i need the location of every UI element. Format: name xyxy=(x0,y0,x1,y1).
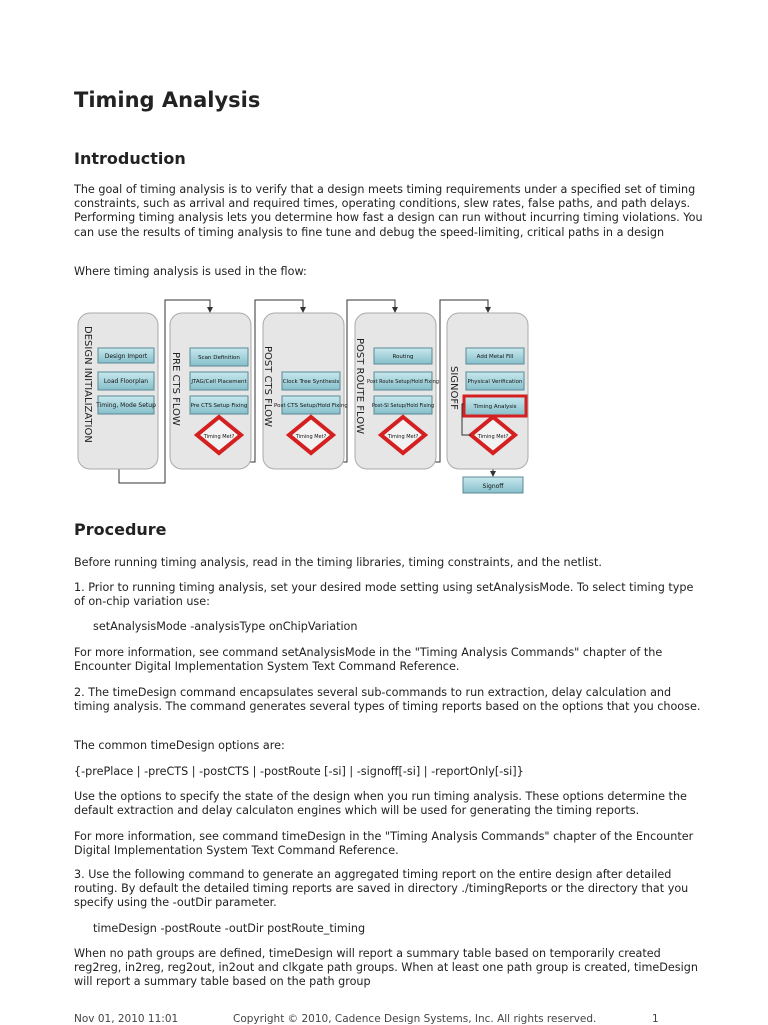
procedure-paragraph-4: 2. The timeDesign command encapsulates several sub-commands to run extraction, delay calculation and timing analysis. The command generates several types of timing reports based on the options that you choose. xyxy=(74,686,701,714)
flow-box-clock-tree-synthesis: Clock Tree Synthesis xyxy=(282,379,340,385)
procedure-paragraph-7: Use the options to specify the state of the design when you run timing analysis. These options determine the default extraction and delay calculaton engines which will be used for generating the timing reports. xyxy=(74,790,687,818)
timing-flow-diagram xyxy=(0,290,768,510)
flow-box-add-metal-fill: Add Metal Fill xyxy=(476,354,514,360)
flow-box-jtag-placement: JTAG/Cell Placement xyxy=(191,379,247,385)
panel-title-signoff: SIGNOFF xyxy=(448,366,459,410)
procedure-paragraph-9: 3. Use the following command to generate an aggregated timing report on the entire design after detailed routing. By default the detailed timing reports are saved in directory ./timingReports or the directory that you specify using the -outDir parameter. xyxy=(74,868,689,910)
flow-box-post-cts-fixing: Post CTS Setup/Hold Fixing xyxy=(274,403,348,409)
panel-title-pre-cts: PRE CTS FLOW xyxy=(170,352,181,426)
procedure-paragraph-8: For more information, see command timeDesign in the "Timing Analysis Commands" chapter of the Encounter Digital Implementation System Text Command Reference. xyxy=(74,830,694,858)
flow-panel-design-initialization xyxy=(78,313,158,469)
decision-pre-cts: Timing Met? xyxy=(203,434,235,440)
flow-box-routing: Routing xyxy=(392,354,414,360)
flow-box-load-floorplan: Load Floorplan xyxy=(103,378,149,385)
panel-title-post-route: POST ROUTE FLOW xyxy=(354,338,365,435)
flow-caption: Where timing analysis is used in the flow: xyxy=(74,265,307,278)
procedure-heading: Procedure xyxy=(74,520,167,539)
flow-panel-post-cts xyxy=(262,313,348,469)
command-set-analysis-mode: setAnalysisMode -analysisType onChipVariation xyxy=(93,620,358,633)
signoff-label: Signoff xyxy=(482,483,504,490)
flow-box-timing-mode-setup: Timing, Mode Setup xyxy=(96,402,156,409)
flow-box-pre-cts-fixing: Pre CTS Setup Fixing xyxy=(190,403,248,409)
flow-box-post-si-fixing: Post-SI Setup/Hold Fixing xyxy=(371,403,435,409)
footer-page-number: 1 xyxy=(652,1013,659,1025)
flow-box-scan-definition: Scan Definition xyxy=(198,355,240,361)
flow-panel-signoff xyxy=(447,313,528,469)
page-title: Timing Analysis xyxy=(74,88,261,112)
flow-box-physical-verification: Physical Verification xyxy=(467,379,523,385)
flow-box-timing-analysis: Timing Analysis xyxy=(473,404,517,410)
footer-copyright: Copyright © 2010, Cadence Design Systems, Inc. All rights reserved. xyxy=(233,1013,597,1025)
procedure-paragraph-2: 1. Prior to running timing analysis, set your desired mode setting using setAnalysisMode. To select timing type of on-chip variation use: xyxy=(74,581,694,609)
decision-post-route: Timing Met? xyxy=(387,434,419,440)
decision-signoff: Timing Met? xyxy=(477,434,509,440)
intro-paragraph: The goal of timing analysis is to verify that a design meets timing requirements under a specified set of timing constraints, such as arrival and required times, operating conditions, slew rates, false paths, and path delays. Performing timing analysis lets you determine how fast a design can run without incurring timing violations. You can use the results of timing analysis to fine tune and debug the speed-limiting, critical paths in a design xyxy=(74,183,703,239)
flow-box-post-route-fixing: Post Route Setup/Hold Fixing xyxy=(367,379,439,385)
panel-title-design-initialization: DESIGN INITIALIZATION xyxy=(82,326,93,443)
procedure-paragraph-1: Before running timing analysis, read in the timing libraries, timing constraints, and the netlist. xyxy=(74,556,602,569)
panel-title-post-cts: POST CTS FLOW xyxy=(262,346,273,427)
footer-date: Nov 01, 2010 11:01 xyxy=(74,1013,179,1025)
procedure-paragraph-10: When no path groups are defined, timeDesign will report a summary table based on temporarily created reg2reg, in2reg, reg2out, in2out and clkgate path groups. When at least one path group is created, timeDesign will report a summary table based on the path group xyxy=(74,947,698,989)
command-time-design: timeDesign -postRoute -outDir postRoute_timing xyxy=(93,922,366,935)
flow-panel-pre-cts xyxy=(170,313,251,469)
flow-panel-post-route xyxy=(354,313,439,469)
procedure-options: {-prePlace | -preCTS | -postCTS | -postRoute [-si] | -signoff[-si] | -reportOnly[-si]} xyxy=(74,765,524,778)
flow-box-signoff-final xyxy=(463,477,523,493)
flow-box-design-import: Design Import xyxy=(104,353,148,360)
procedure-paragraph-5: The common timeDesign options are: xyxy=(74,739,285,752)
procedure-paragraph-3: For more information, see command setAnalysisMode in the "Timing Analysis Commands" chapter of the Encounter Digital Implementation System Text Command Reference. xyxy=(74,646,663,674)
decision-post-cts: Timing Met? xyxy=(295,434,327,440)
intro-heading: Introduction xyxy=(74,149,186,168)
